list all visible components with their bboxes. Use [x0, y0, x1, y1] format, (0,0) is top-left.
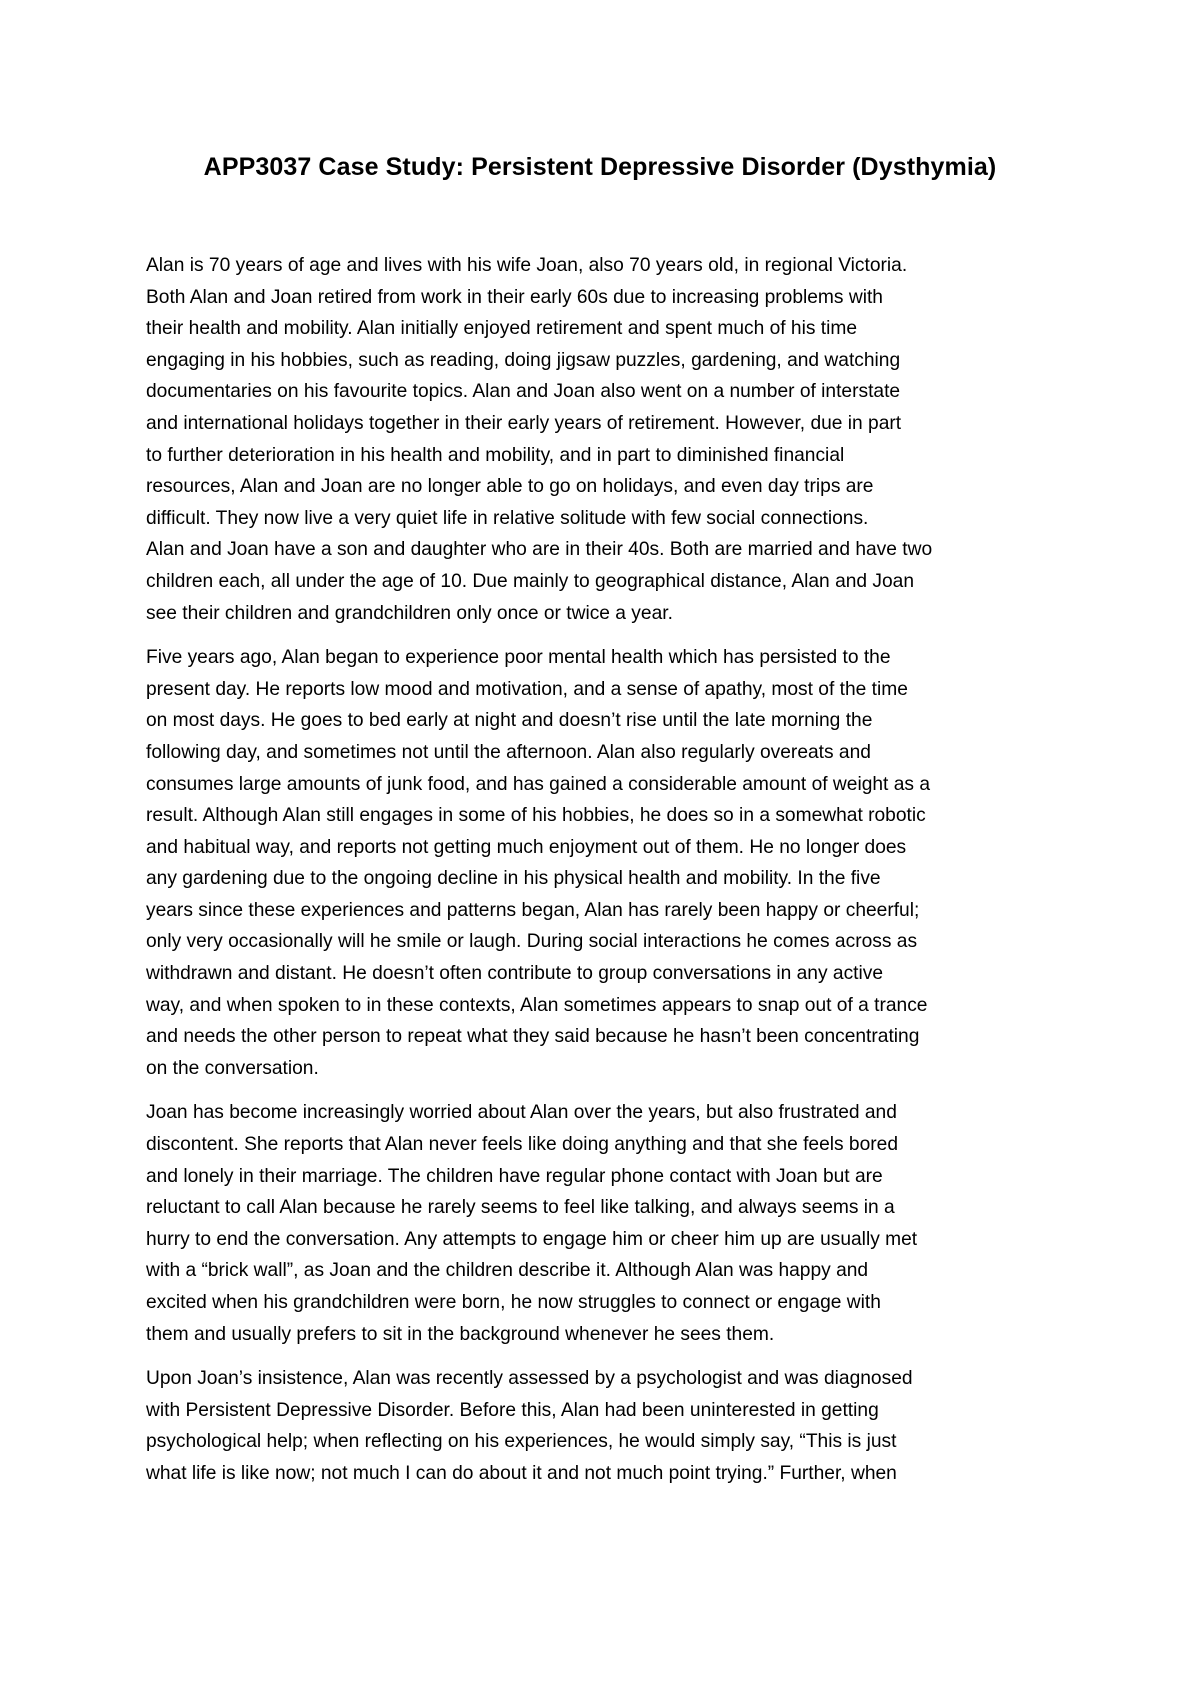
text-line: resources, Alan and Joan are no longer able to go on holidays, and even day trips are	[146, 476, 874, 498]
text-line: Alan and Joan have a son and daughter who are in their 40s. Both are married and have two	[146, 539, 933, 561]
text-line: psychological help; when reflecting on his experiences, he would simply say, “This is just	[146, 1431, 897, 1453]
text-line: with Persistent Depressive Disorder. Before this, Alan had been uninterested in getting	[146, 1399, 879, 1421]
text-line: Upon Joan’s insistence, Alan was recently assessed by a psychologist and was diagnosed	[146, 1368, 913, 1390]
text-line: Both Alan and Joan retired from work in their early 60s due to increasing problems with	[146, 286, 883, 308]
text-line: discontent. She reports that Alan never feels like doing anything and that she feels bored	[146, 1134, 899, 1156]
text-line: result. Although Alan still engages in some of his hobbies, he does so in a somewhat robotic	[146, 805, 926, 827]
text-line: children each, all under the age of 10. Due mainly to geographical distance, Alan and Joan	[146, 570, 915, 592]
text-line: what life is like now; not much I can do about it and not much point trying.” Further, when	[146, 1462, 897, 1484]
text-line: on most days. He goes to bed early at night and doesn’t rise until the late morning the	[146, 710, 873, 732]
text-line: on the conversation.	[146, 1057, 319, 1079]
text-line: years since these experiences and patterns began, Alan has rarely been happy or cheerful;	[146, 899, 920, 921]
paragraph-3	[146, 1097, 1066, 1350]
text-line: their health and mobility. Alan initially enjoyed retirement and spent much of his time	[146, 318, 858, 340]
text-line: see their children and grandchildren only once or twice a year.	[146, 602, 673, 624]
text-line: and needs the other person to repeat what they said because he hasn’t been concentrating	[146, 1026, 920, 1048]
text-line: present day. He reports low mood and motivation, and a sense of apathy, most of the time	[146, 678, 908, 700]
paragraph-1	[146, 250, 1066, 629]
text-line: and habitual way, and reports not getting much enjoyment out of them. He no longer does	[146, 836, 907, 858]
text-line: documentaries on his favourite topics. Alan and Joan also went on a number of interstate	[146, 381, 901, 403]
text-line: following day, and sometimes not until the afternoon. Alan also regularly overeats and	[146, 741, 871, 763]
text-line: consumes large amounts of junk food, and has gained a considerable amount of weight as a	[146, 773, 930, 795]
text-line: excited when his grandchildren were born, he now struggles to connect or engage with	[146, 1292, 881, 1313]
text-line: difficult. They now live a very quiet life in relative solitude with few social connections.	[146, 507, 869, 529]
text-line: engaging in his hobbies, such as reading, doing jigsaw puzzles, gardening, and watching	[146, 349, 901, 371]
document-body	[146, 250, 1066, 1503]
text-line: them and usually prefers to sit in the background whenever he sees them.	[146, 1323, 775, 1345]
text-line: and international holidays together in their early years of retirement. However, due in part	[146, 412, 902, 434]
text-line: withdrawn and distant. He doesn’t often contribute to group conversations in any active	[146, 963, 884, 985]
text-line: to further deterioration in his health and mobility, and in part to diminished financial	[146, 444, 845, 466]
text-line: Five years ago, Alan began to experience poor mental health which has persisted to the	[146, 647, 891, 669]
text-line: way, and when spoken to in these contexts, Alan sometimes appears to snap out of a trance	[146, 994, 928, 1016]
text-line: Joan has become increasingly worried about Alan over the years, but also frustrated and	[146, 1102, 897, 1124]
text-line: only very occasionally will he smile or laugh. During social interactions he comes across as	[146, 931, 918, 953]
text-line: hurry to end the conversation. Any attempts to engage him or cheer him up are usually met	[146, 1228, 918, 1250]
text-line: any gardening due to the ongoing decline in his physical health and mobility. In the five	[146, 868, 881, 890]
text-line: reluctant to call Alan because he rarely seems to feel like talking, and always seems in a	[146, 1197, 895, 1219]
paragraph-2	[146, 642, 1066, 1084]
paragraph-4	[146, 1363, 1066, 1489]
text-line: with a “brick wall”, as Joan and the children describe it. Although Alan was happy and	[146, 1260, 869, 1282]
document-title: APP3037 Case Study: Persistent Depressive Disorder (Dysthymia)	[203, 153, 997, 181]
text-line: and lonely in their marriage. The children have regular phone contact with Joan but are	[146, 1165, 883, 1187]
text-line: Alan is 70 years of age and lives with his wife Joan, also 70 years old, in regional Victoria.	[146, 255, 908, 276]
